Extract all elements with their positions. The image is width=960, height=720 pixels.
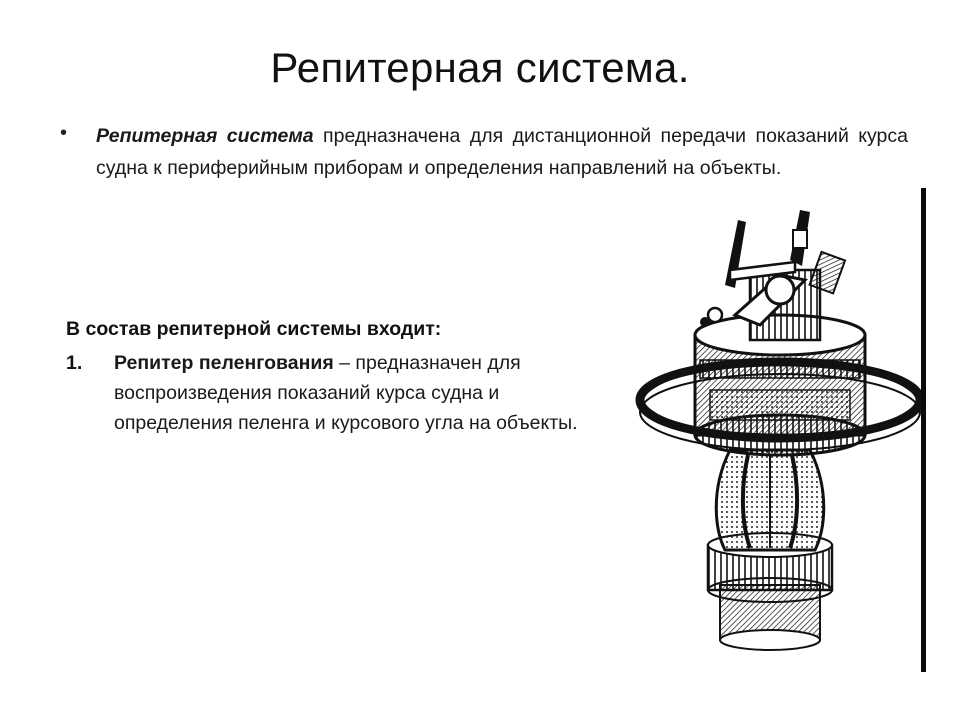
bullet-marker: • — [60, 122, 68, 144]
list-item-description: – предназначен для воспроизведения показаний курса судна и определения пеленга и курсового угла на объекты. — [114, 352, 578, 434]
intro-paragraph — [96, 120, 908, 184]
composition-section — [66, 314, 606, 438]
slide-title: Репитерная система. — [270, 44, 690, 91]
bearing-repeater-illustration-icon — [630, 200, 930, 680]
list-item-term: Репитер пеленгования — [114, 352, 334, 374]
intro-bullet — [60, 120, 908, 184]
list-item-number: 1. — [66, 352, 83, 374]
intro-body-text: предназначена для дистанционной передачи показаний курса судна к периферийным приборам и определения направлений на объекты. — [96, 125, 908, 179]
slide-border-rule — [921, 188, 926, 672]
list-item-text — [114, 348, 606, 438]
list-item — [66, 348, 606, 438]
composition-heading: В состав репитерной системы входит: — [66, 318, 442, 340]
intro-lead-term: Репитерная система — [96, 125, 314, 147]
